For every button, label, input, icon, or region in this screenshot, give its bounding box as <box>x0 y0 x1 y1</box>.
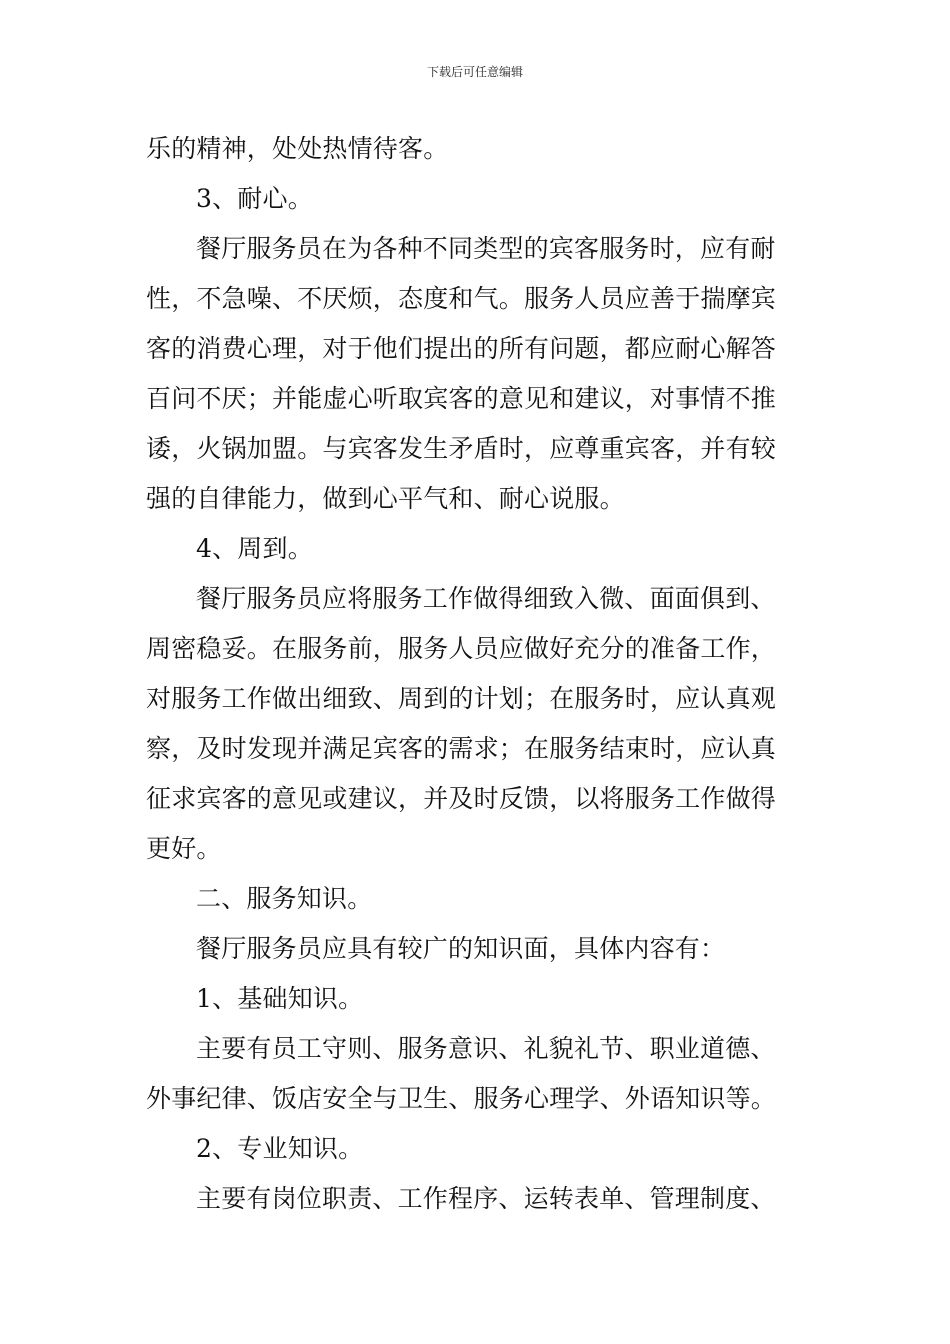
text-line: 4、周到。 <box>196 534 313 563</box>
text-line: 性，不急噪、不厌烦，态度和气。服务人员应善于揣摩宾 <box>146 284 777 313</box>
text-line: 征求宾客的意见或建议，并及时反馈，以将服务工作做得 <box>146 784 777 813</box>
text-line: 1、基础知识。 <box>196 984 364 1013</box>
text-line: 诿，火锅加盟。与宾客发生矛盾时，应尊重宾客，并有较 <box>146 434 777 463</box>
text-line: 对服务工作做出细致、周到的计划；在服务时，应认真观 <box>146 684 777 713</box>
page-header: 下载后可任意编辑 <box>426 65 523 79</box>
text-line: 周密稳妥。在服务前，服务人员应做好充分的准备工作， <box>146 634 777 663</box>
text-line: 餐厅服务员应将服务工作做得细致入微、面面俱到、 <box>196 584 776 613</box>
text-line: 二、服务知识。 <box>196 884 373 913</box>
text-line: 察，及时发现并满足宾客的需求；在服务结束时，应认真 <box>146 734 777 763</box>
text-line: 2、专业知识。 <box>196 1134 364 1163</box>
text-line: 外事纪律、饭店安全与卫生、服务心理学、外语知识等。 <box>146 1084 777 1113</box>
text-line: 强的自律能力，做到心平气和、耐心说服。 <box>146 484 625 513</box>
document-body <box>146 124 810 1224</box>
text-line: 餐厅服务员在为各种不同类型的宾客服务时，应有耐 <box>196 234 776 263</box>
text-line: 主要有员工守则、服务意识、礼貌礼节、职业道德、 <box>196 1034 776 1063</box>
text-line: 更好。 <box>146 834 222 863</box>
text-line: 乐的精神，处处热情待客。 <box>146 134 449 163</box>
text-line: 百问不厌；并能虚心听取宾客的意见和建议，对事情不推 <box>146 384 777 413</box>
text-line: 主要有岗位职责、工作程序、运转表单、管理制度、 <box>196 1184 776 1213</box>
text-line: 3、耐心。 <box>196 184 313 213</box>
text-line: 餐厅服务员应具有较广的知识面，具体内容有： <box>196 934 726 963</box>
text-line: 客的消费心理，对于他们提出的所有问题，都应耐心解答 <box>146 334 777 363</box>
